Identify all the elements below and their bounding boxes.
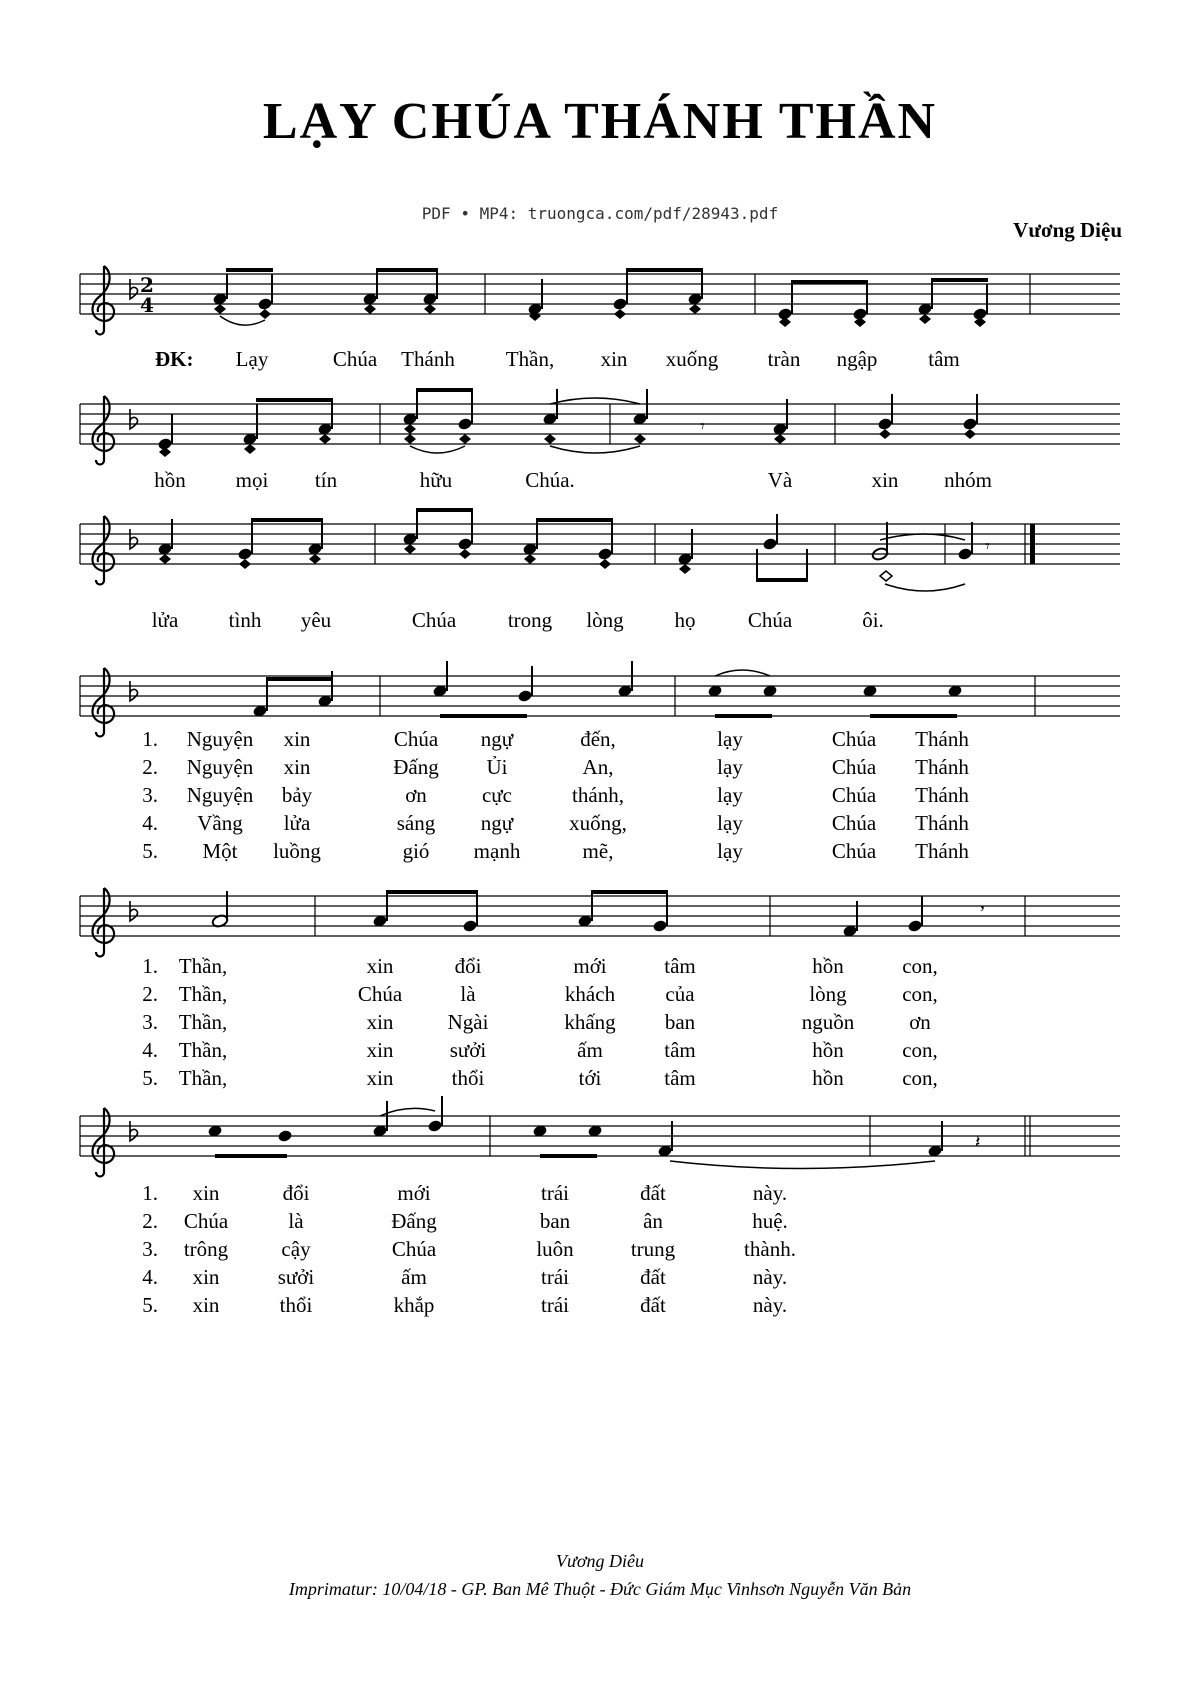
lyric: khắp <box>393 1293 435 1317</box>
verse-number: 3. <box>142 783 158 807</box>
lyric: bảy <box>281 783 313 807</box>
lyric: thánh, <box>572 783 624 807</box>
lyric: tình <box>228 608 262 632</box>
lyric: yêu <box>300 608 332 632</box>
source-link[interactable]: PDF • MP4: truongca.com/pdf/28943.pdf <box>421 204 779 223</box>
composer: Vương Diệu <box>1013 218 1122 242</box>
lyric: Thánh <box>915 727 969 751</box>
verse-number: 3. <box>142 1237 158 1261</box>
lyric: tâm <box>664 1066 696 1090</box>
lyric: Chúa <box>747 608 793 632</box>
lyric: trái <box>541 1265 569 1289</box>
lyric: thổi <box>279 1293 313 1317</box>
verse-number: 1. <box>142 954 158 978</box>
lyric: ngập <box>836 347 878 371</box>
lyric: Thần, <box>178 982 228 1006</box>
lyric: Đấng <box>393 755 439 779</box>
verse-number: 4. <box>142 1265 158 1289</box>
svg-text:2: 2 <box>140 273 154 297</box>
lyric: tín <box>314 468 338 492</box>
verse-number: 5. <box>142 839 158 863</box>
verse-number: 1. <box>142 727 158 751</box>
svg-text:𝄾: 𝄾 <box>985 536 990 556</box>
lyric: đất <box>640 1293 666 1317</box>
lyric: ban <box>664 1010 696 1034</box>
lyric: xin <box>283 755 311 779</box>
lyric: xin <box>871 468 899 492</box>
lyric: Chúa <box>183 1209 229 1233</box>
lyric: ấm <box>577 1038 603 1062</box>
svg-text:𝄾: 𝄾 <box>700 416 705 436</box>
lyric: Thánh <box>915 811 969 835</box>
lyric: này. <box>752 1265 788 1289</box>
lyric: mới <box>573 954 607 978</box>
lyric: sáng <box>396 811 436 835</box>
staff-refrain-2 <box>80 388 1120 465</box>
lyric: đất <box>640 1265 666 1289</box>
staff-verse-2 <box>80 888 1120 957</box>
footer-author: Vương Diêu <box>556 1551 644 1571</box>
svg-text:𝄽: 𝄽 <box>975 1132 981 1152</box>
verse-number: 5. <box>142 1066 158 1090</box>
lyric: xin <box>366 1038 394 1062</box>
lyric: Thánh <box>915 755 969 779</box>
lyric: sưởi <box>449 1038 487 1062</box>
lyric: lạy <box>717 783 743 807</box>
lyric: gió <box>402 839 430 863</box>
lyric: Chúa <box>831 811 877 835</box>
lyric: này. <box>752 1293 788 1317</box>
lyric: xin <box>283 727 311 751</box>
verse-number: 5. <box>142 1293 158 1317</box>
footer <box>0 1547 1200 1603</box>
lyric: trái <box>541 1181 569 1205</box>
lyric: con, <box>902 1066 938 1090</box>
lyric: lạy <box>717 727 743 751</box>
lyric: khách <box>564 982 616 1006</box>
lyric: tràn <box>767 347 801 371</box>
lyric: ấm <box>401 1265 427 1289</box>
lyric: đổi <box>454 954 482 978</box>
lyric: Lạy <box>235 347 269 371</box>
lyric: lòng <box>809 982 847 1006</box>
lyric: mọi <box>235 468 269 492</box>
lyric: Thần, <box>178 954 228 978</box>
lyric: Chúa <box>831 727 877 751</box>
lyric: Đấng <box>391 1209 437 1233</box>
lyric: cậy <box>281 1237 311 1261</box>
lyric: huệ. <box>752 1209 788 1233</box>
lyric: ân <box>643 1209 663 1233</box>
lyric: lạy <box>717 811 743 835</box>
verse-number: 2. <box>142 1209 158 1233</box>
lyric: là <box>460 982 476 1006</box>
lyric: luồng <box>273 839 321 863</box>
lyric: tâm <box>928 347 960 371</box>
lyric: xin <box>366 1010 394 1034</box>
lyric: xin <box>192 1181 220 1205</box>
lyric: Chúa <box>357 982 403 1006</box>
lyric: con, <box>902 954 938 978</box>
lyric: này. <box>752 1181 788 1205</box>
lyric: là <box>288 1209 304 1233</box>
lyric: hồn <box>812 954 844 978</box>
verse-number: 1. <box>142 1181 158 1205</box>
verse-number: 3. <box>142 1010 158 1034</box>
lyric: trái <box>541 1293 569 1317</box>
lyric: đến, <box>580 727 616 751</box>
lyric: cực <box>481 783 513 807</box>
lyric: Thánh <box>915 783 969 807</box>
lyric: Ủi <box>486 755 508 779</box>
lyric: xin <box>366 954 394 978</box>
lyric: Thần, <box>178 1066 228 1090</box>
lyric: Thánh <box>915 839 969 863</box>
lyric: ôi. <box>862 608 884 632</box>
lyric: ơn <box>405 783 427 807</box>
refrain-label: ĐK: <box>155 347 194 371</box>
lyric: Thần, <box>178 1038 228 1062</box>
lyric: Và <box>767 468 793 492</box>
lyric: họ <box>674 608 696 632</box>
staff-refrain-1 <box>80 266 1120 335</box>
lyric: sưởi <box>277 1265 315 1289</box>
lyric: mẽ, <box>582 839 614 863</box>
lyric: xuống <box>665 347 719 371</box>
lyric: lửa <box>151 608 179 632</box>
lyric: hồn <box>812 1038 844 1062</box>
lyric: lòng <box>586 608 624 632</box>
verse-number: 2. <box>142 982 158 1006</box>
lyric: Ngài <box>447 1010 489 1034</box>
lyric: Thần, <box>505 347 555 371</box>
lyric: Thánh <box>401 347 455 371</box>
lyric: ngự <box>480 727 514 751</box>
lyric: hữu <box>419 468 453 492</box>
lyric: Thần, <box>178 1010 228 1034</box>
lyric: trong <box>507 608 553 632</box>
lyric: mạnh <box>473 839 521 863</box>
lyric: Chúa <box>393 727 439 751</box>
lyric: Một <box>202 839 238 863</box>
lyric: Chúa <box>831 755 877 779</box>
lyric: Nguyện <box>186 783 254 807</box>
lyric: hồn <box>812 1066 844 1090</box>
lyric: An, <box>582 755 614 779</box>
lyric: lạy <box>717 839 743 863</box>
lyric: ơn <box>909 1010 931 1034</box>
lyric: xin <box>600 347 628 371</box>
lyric: con, <box>902 982 938 1006</box>
lyric: thổi <box>451 1066 485 1090</box>
lyric: đổi <box>282 1181 310 1205</box>
lyric: ban <box>539 1209 571 1233</box>
lyric: lạy <box>717 755 743 779</box>
lyric: tới <box>578 1066 602 1090</box>
page-title: LẠY CHÚA THÁNH THẦN <box>262 93 938 150</box>
lyric: tâm <box>664 954 696 978</box>
lyric: trung <box>630 1237 676 1261</box>
lyric: xin <box>192 1265 220 1289</box>
lyric: ngự <box>480 811 514 835</box>
verse-number: 2. <box>142 755 158 779</box>
lyric: luôn <box>536 1237 574 1261</box>
lyric: Chúa <box>411 608 457 632</box>
lyric: Chúa <box>831 839 877 863</box>
lyric: Nguyện <box>186 727 254 751</box>
lyric: tâm <box>664 1038 696 1062</box>
verse-number: 4. <box>142 811 158 835</box>
lyric: Chúa. <box>525 468 575 492</box>
lyric: lửa <box>283 811 311 835</box>
lyric: Chúa <box>831 783 877 807</box>
staff-refrain-3 <box>80 508 1120 591</box>
footer-imprimatur: Imprimatur: 10/04/18 - GP. Ban Mê Thuột - Đức Giám Mục Vinhsơn Nguyễn Văn Bản <box>288 1579 912 1599</box>
lyric: nguồn <box>801 1010 855 1034</box>
lyric: con, <box>902 1038 938 1062</box>
lyric: xin <box>366 1066 394 1090</box>
svg-text:4: 4 <box>140 293 154 317</box>
staff-verse-3 <box>80 1096 1120 1177</box>
lyric: Nguyện <box>186 755 254 779</box>
lyric: đất <box>640 1181 666 1205</box>
lyric: khấng <box>564 1010 616 1034</box>
lyric: Chúa <box>332 347 378 371</box>
lyric: xin <box>192 1293 220 1317</box>
lyric: của <box>665 982 695 1006</box>
svg-text:,: , <box>980 891 985 913</box>
lyric: xuống, <box>569 811 627 835</box>
lyric: trông <box>183 1237 229 1261</box>
lyric: thành. <box>744 1237 796 1261</box>
staff-verse-1 <box>80 661 1120 737</box>
lyric: mới <box>397 1181 431 1205</box>
verse-number: 4. <box>142 1038 158 1062</box>
lyric: Chúa <box>391 1237 437 1261</box>
lyric: hồn <box>154 468 186 492</box>
lyric: nhóm <box>944 468 992 492</box>
lyric: Vầng <box>197 811 243 835</box>
